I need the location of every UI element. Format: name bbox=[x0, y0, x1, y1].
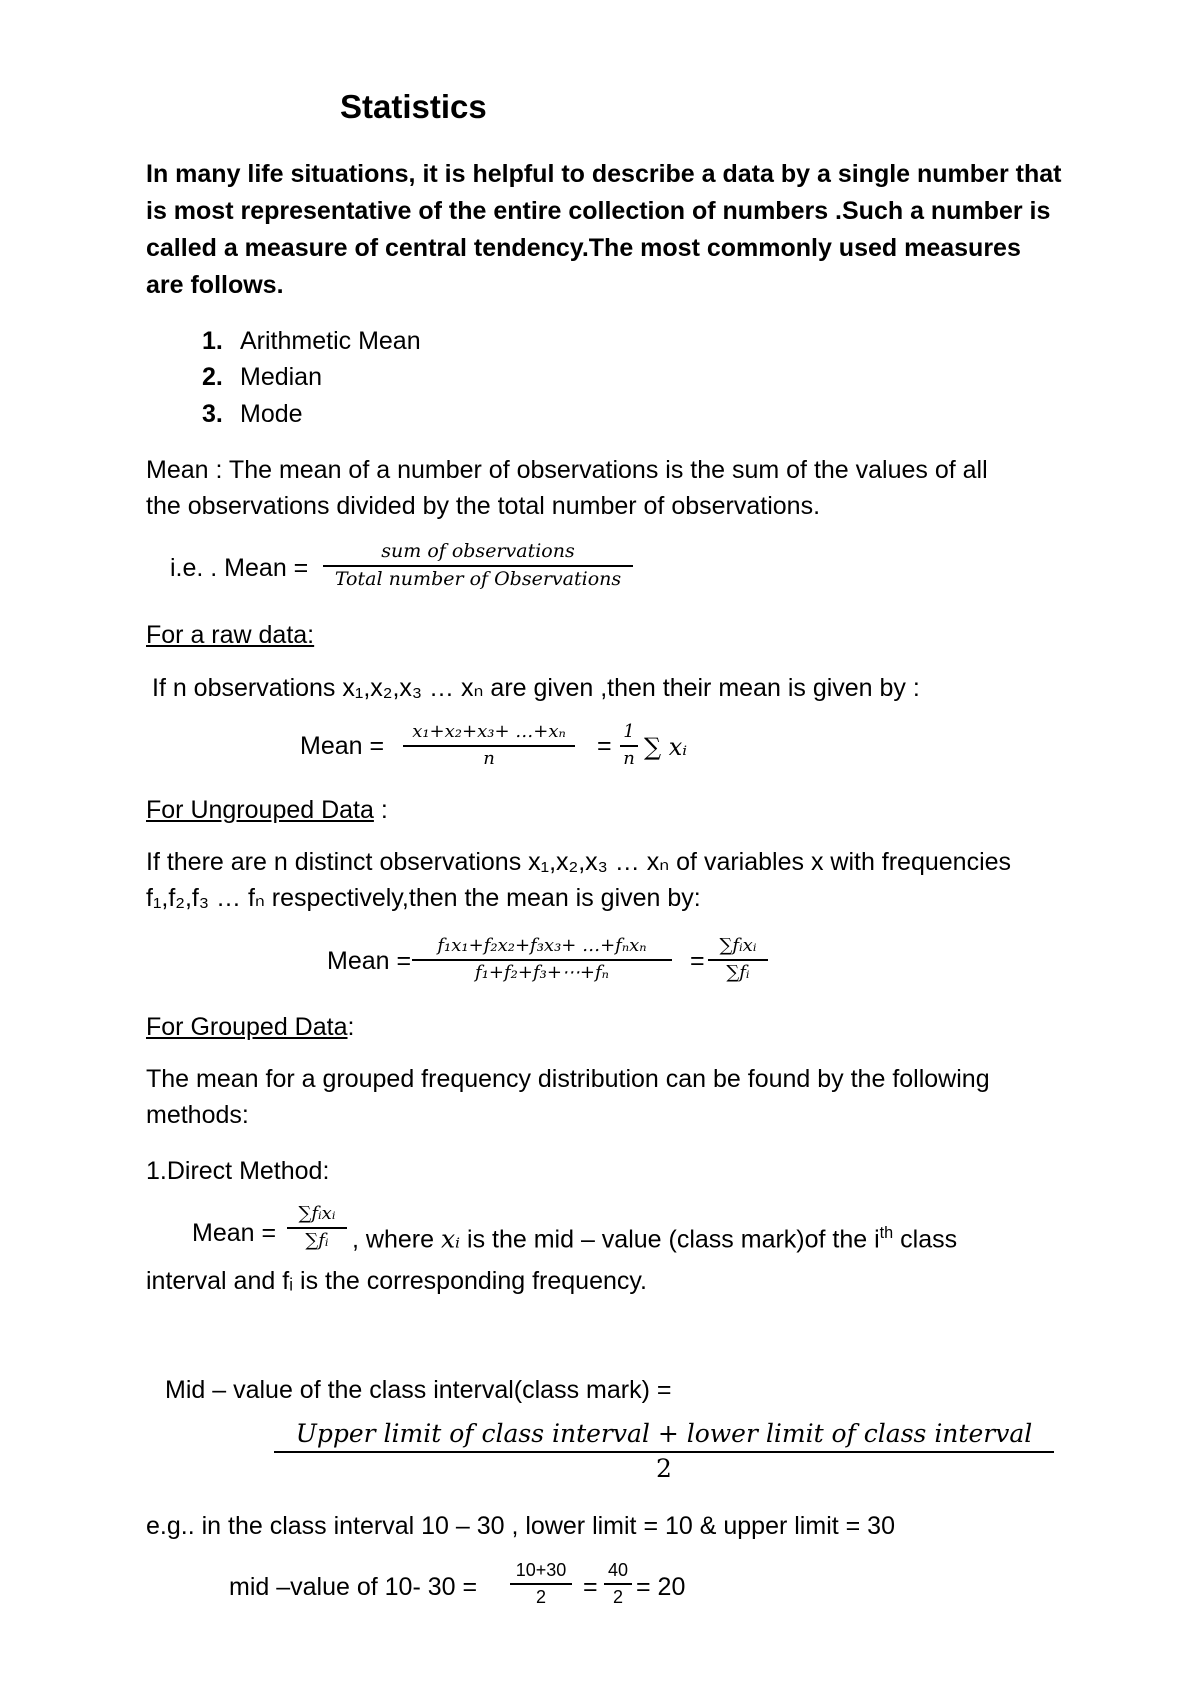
fraction-bar bbox=[708, 959, 768, 961]
grouped-line: interval and fᵢ is the corresponding frequency. bbox=[146, 1267, 647, 1295]
sentence-part: , where bbox=[352, 1225, 441, 1254]
fraction-bar bbox=[510, 1583, 572, 1585]
fraction-numerator: f₁x₁+f₂x₂+f₃x₃+ …+fₙxₙ bbox=[437, 935, 647, 956]
grouped-heading: For Grouped Data bbox=[146, 1013, 348, 1041]
ungrouped-mean-lhs: Mean = bbox=[327, 947, 412, 975]
fraction-denominator: 2 bbox=[535, 1586, 546, 1607]
grouped-heading-row bbox=[146, 1012, 354, 1042]
variable-xi: xᵢ bbox=[440, 1224, 461, 1254]
intro-line: are follows. bbox=[146, 271, 284, 299]
fraction-bar bbox=[604, 1583, 632, 1585]
ungrouped-line: f₁,f₂,f₃ … fₙ respectively,then the mean is given by: bbox=[146, 884, 701, 912]
ungrouped-line: If there are n distinct observations x₁,x₂,x₃ … xₙ of variables x with frequencies bbox=[146, 848, 1012, 876]
fraction-denominator: 2 bbox=[656, 1453, 672, 1483]
sentence-part: is the mid – value (class mark)of the i bbox=[460, 1225, 880, 1254]
fraction-numerator: 40 bbox=[607, 1560, 629, 1580]
one-over-n-fraction bbox=[620, 722, 638, 769]
ungrouped-sum-fraction bbox=[708, 936, 768, 983]
equals-sign: = bbox=[583, 1573, 598, 1601]
mid-value-label: Mid – value of the class interval(class mark) = bbox=[165, 1376, 672, 1404]
heading-colon: : bbox=[373, 796, 388, 824]
superscript-th: th bbox=[879, 1224, 894, 1242]
intro-line: is most representative of the entire collection of numbers .Such a number is bbox=[146, 197, 1051, 225]
page-title: Statistics bbox=[340, 88, 487, 125]
example-result: = 20 bbox=[636, 1573, 686, 1601]
raw-data-heading: For a raw data: bbox=[146, 621, 315, 649]
mean-definition-line: Mean : The mean of a number of observations is the sum of the values of all bbox=[146, 456, 988, 484]
fraction-numerator: ∑fᵢxᵢ bbox=[298, 1203, 336, 1224]
raw-data-sentence bbox=[152, 673, 920, 703]
fraction-numerator: Upper limit of class interval + lower limit of class interval bbox=[295, 1419, 1033, 1448]
fraction-numerator: sum of observations bbox=[381, 540, 575, 562]
fraction-denominator: ∑fᵢ bbox=[726, 961, 750, 983]
fraction-bar bbox=[274, 1451, 1054, 1453]
ungrouped-mean-fraction bbox=[412, 936, 672, 983]
variables: x₁,x₂,x₃ … xₙ bbox=[342, 674, 484, 702]
fraction-denominator: f₁+f₂+f₃+⋯+fₙ bbox=[475, 961, 609, 983]
fraction-bar bbox=[323, 565, 633, 567]
list-number: 1. bbox=[202, 327, 223, 355]
list-number: 2. bbox=[202, 363, 223, 391]
mid-value-fraction bbox=[274, 1420, 1054, 1484]
grouped-line: The mean for a grouped frequency distribution can be found by the following bbox=[146, 1065, 990, 1093]
direct-method-explanation bbox=[352, 1218, 957, 1254]
fraction-bar bbox=[287, 1227, 347, 1229]
list-item: Mode bbox=[240, 400, 303, 428]
fraction-denominator: n bbox=[483, 747, 495, 769]
example-lhs: mid –value of 10- 30 = bbox=[229, 1573, 478, 1601]
sentence-part: are given ,then their mean is given by : bbox=[483, 674, 920, 702]
grouped-line: methods: bbox=[146, 1101, 249, 1129]
fraction-denominator: 2 bbox=[612, 1586, 623, 1607]
mean-formula-fraction bbox=[323, 541, 633, 591]
equals-sign: = bbox=[597, 732, 612, 760]
sentence-part: If n observations bbox=[152, 674, 343, 702]
intro-line: In many life situations, it is helpful to describe a data by a single number that bbox=[146, 160, 1062, 188]
list-number: 3. bbox=[202, 400, 223, 428]
sentence-part: class bbox=[893, 1225, 958, 1254]
raw-mean-fraction bbox=[403, 722, 575, 769]
mean-formula-lhs: i.e. . Mean = bbox=[170, 554, 309, 582]
fraction-numerator: 10+30 bbox=[515, 1560, 567, 1580]
direct-method-label: 1.Direct Method: bbox=[146, 1157, 330, 1185]
list-item: Arithmetic Mean bbox=[240, 327, 421, 355]
raw-mean-lhs: Mean = bbox=[300, 732, 385, 760]
fraction-numerator: 1 bbox=[623, 721, 635, 742]
fraction-denominator: ∑fᵢ bbox=[305, 1229, 329, 1251]
intro-line: called a measure of central tendency.The most commonly used measures bbox=[146, 234, 1021, 262]
fraction-denominator: n bbox=[623, 747, 635, 769]
fraction-bar bbox=[412, 959, 672, 961]
example-fraction bbox=[510, 1560, 572, 1607]
heading-colon: : bbox=[347, 1013, 355, 1041]
mean-definition-line: the observations divided by the total number of observations. bbox=[146, 492, 821, 520]
fraction-numerator: x₁+x₂+x₃+ …+xₙ bbox=[412, 721, 566, 742]
example-fraction bbox=[604, 1560, 632, 1607]
fraction-denominator: Total number of Observations bbox=[334, 567, 622, 590]
fraction-bar bbox=[620, 745, 638, 747]
fraction-numerator: ∑fᵢxᵢ bbox=[719, 935, 757, 956]
direct-mean-lhs: Mean = bbox=[192, 1219, 277, 1247]
ungrouped-heading: For Ungrouped Data bbox=[146, 796, 374, 824]
equals-sign: = bbox=[690, 947, 705, 975]
summation-term: ∑ xᵢ bbox=[644, 733, 688, 761]
fraction-bar bbox=[403, 745, 575, 747]
direct-mean-fraction bbox=[287, 1204, 347, 1251]
example-line: e.g.. in the class interval 10 – 30 , lower limit = 10 & upper limit = 30 bbox=[146, 1512, 895, 1540]
ungrouped-heading-row bbox=[146, 795, 388, 825]
list-item: Median bbox=[240, 363, 322, 391]
